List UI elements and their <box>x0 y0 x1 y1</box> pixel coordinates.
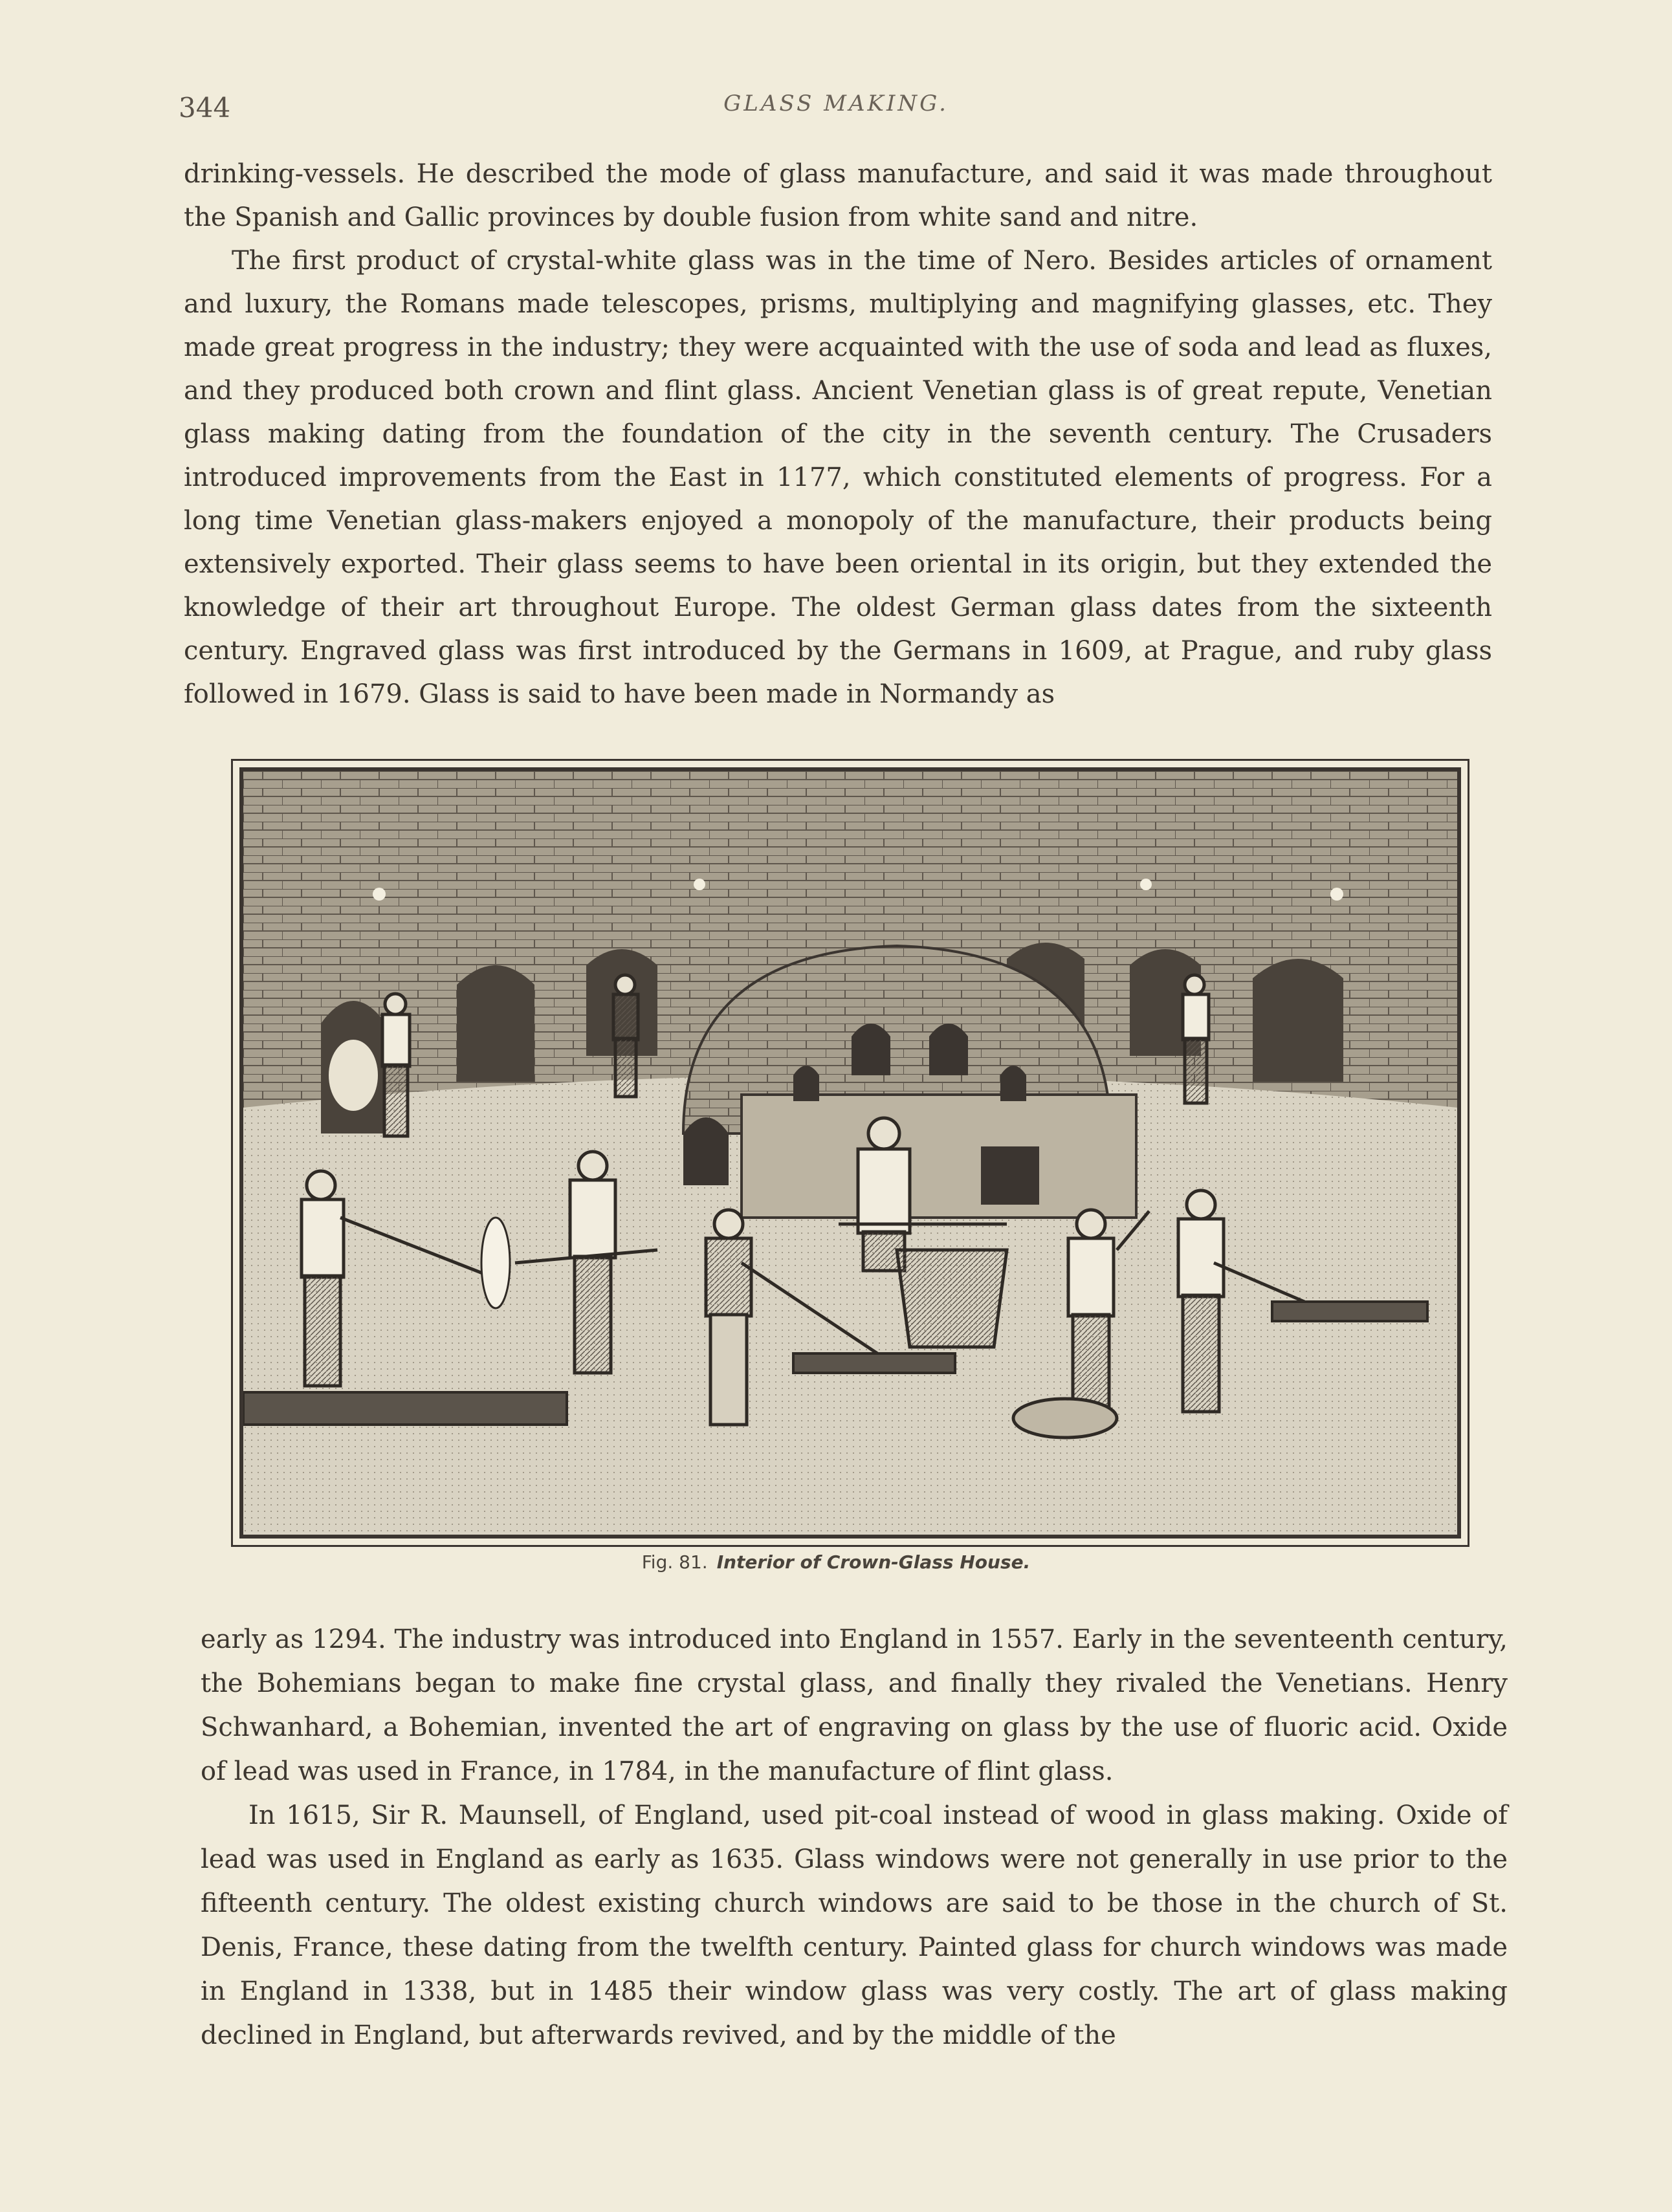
arch-opening <box>1253 959 1343 1082</box>
figure-label: Fig. 81. <box>641 1551 708 1573</box>
worker-figure <box>706 1210 751 1425</box>
paragraph: early as 1294. The industry was introduced into England in 1557. Early in the seventeenth century, the Bohemians began to make fine crystal glass, and finally they rivaled the Venetians. Henry Schwanhard, a Bohemian, invented the art of engraving on glass by the use of fluoric acid. Oxide of lead was used in France, in 1784, in the manufacture of flint glass. <box>201 1625 1508 1786</box>
figure-caption <box>0 1551 1672 1573</box>
worker-figure <box>302 1171 344 1386</box>
furnace-port <box>793 1066 819 1101</box>
figure-engraving <box>239 767 1461 1539</box>
paragraph: The first product of crystal-white glass was in the time of Nero. Besides articles of ornament and luxury, the Romans made telescopes, prisms, multiplying and magnifying glasses, etc. They made great progress in the industry; they were acquainted with the use of soda and lead as fluxes, and they produced both crown and flint glass. Ancient Venetian glass is of great repute, Venetian glass making dating from the foundation of the city in the seventh century. The Crusaders introduced improvements from the East in 1177, which constituted elements of progress. For a long time Venetian glass-makers enjoyed a monopoly of the manufacture, their products being extensively exported. Their glass seems to have been oriental in its origin, but they extended the knowledge of their art throughout Europe. The oldest German glass dates from the sixteenth century. Engraved glass was first introduced by the Germans in 1609, at Prague, and ruby glass followed in 1679. Glass is said to have been made in Normandy as <box>184 246 1492 709</box>
worker-figure <box>1178 1190 1224 1412</box>
furnace-door <box>683 1117 729 1185</box>
furnace-port <box>1000 1066 1026 1101</box>
furnace-port <box>929 1024 968 1075</box>
figure-title: Interior of Crown-Glass House. <box>716 1551 1031 1573</box>
bottom-text-block <box>201 1617 1508 2057</box>
metal-pan <box>1013 1399 1117 1438</box>
water-tub <box>897 1250 1007 1347</box>
furnace-port <box>852 1024 890 1075</box>
arch-opening <box>457 965 534 1082</box>
vent-hole <box>373 888 386 901</box>
furnace-base <box>742 1095 1136 1218</box>
glass-disc <box>481 1218 510 1308</box>
paragraph: drinking-vessels. He described the mode of glass manufacture, and said it was made throughout the Spanish and Gallic provinces by double fusion from white sand and nitre. <box>184 159 1492 232</box>
page-number: 344 <box>179 92 231 124</box>
running-head: GLASS MAKING. <box>723 91 949 116</box>
crown-glass-house-illustration <box>243 771 1457 1535</box>
furnace-glow <box>329 1040 378 1111</box>
work-bench <box>1272 1302 1427 1321</box>
worker-figure <box>570 1152 615 1373</box>
vent-hole <box>1140 879 1152 890</box>
vent-hole <box>1330 888 1343 901</box>
worker-figure <box>613 975 638 1097</box>
worker-figure <box>1183 975 1209 1103</box>
top-text-block <box>184 153 1492 716</box>
work-bench <box>243 1392 567 1425</box>
vent-hole <box>694 879 705 890</box>
worker-figure <box>382 994 410 1136</box>
furnace-door <box>981 1146 1039 1205</box>
worker-figure <box>1068 1210 1114 1418</box>
work-bench <box>793 1353 955 1373</box>
paragraph: In 1615, Sir R. Maunsell, of England, used pit-coal instead of wood in glass making. Oxide of lead was used in England as early as 1635. Glass windows were not generally in use prior to the fifteenth century. The oldest existing church windows are said to be those in the church of St. Denis, France, these dating from the twelfth century. Painted glass for church windows was made in England in 1338, but in 1485 their window glass was very costly. The art of glass making declined in England, but afterwards revived, and by the middle of the <box>201 1801 1508 2050</box>
